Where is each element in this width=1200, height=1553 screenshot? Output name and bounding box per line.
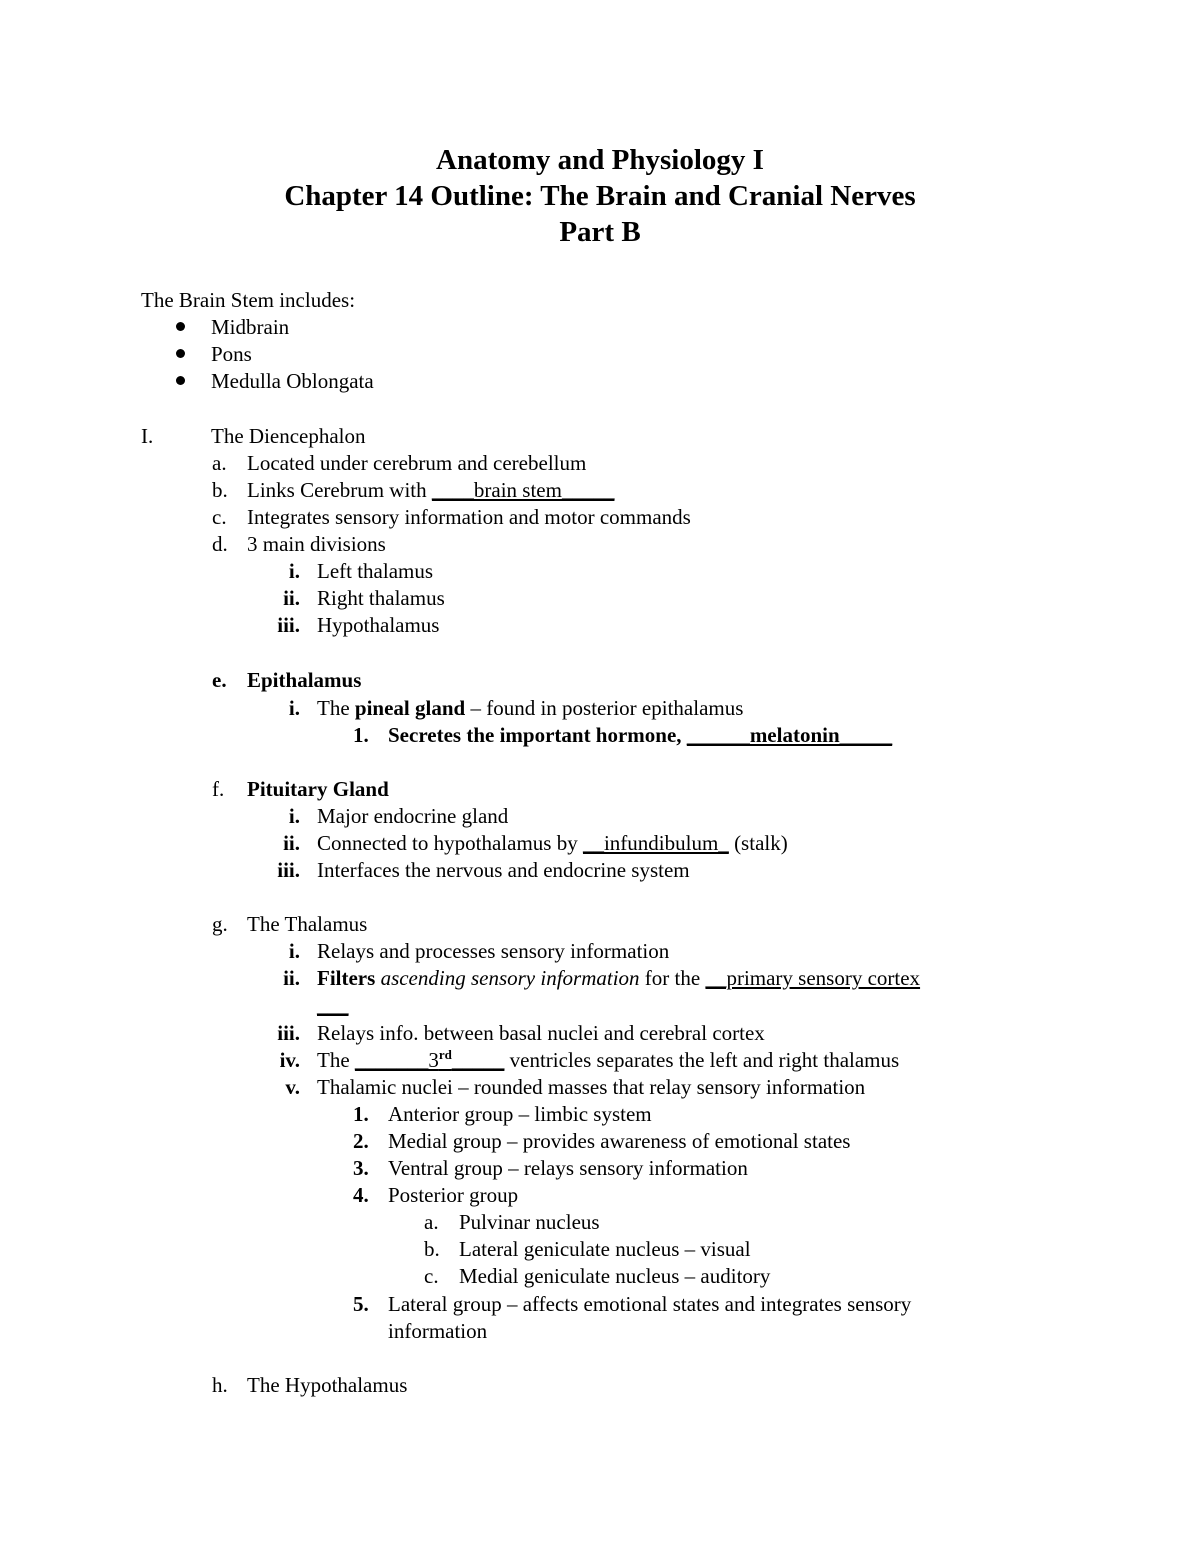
item-marker: c. [212,505,227,529]
third-ventricle-text [317,1047,899,1074]
section-numeral: I. [141,424,154,448]
bullet-icon [176,322,185,331]
subitem-text: Relays info. between basal nuclei and cerebral cortex [317,1021,765,1045]
answer-blank-continued: ___ [317,993,349,1017]
subitem-marker: iii. [277,613,300,637]
melatonin-text [388,722,892,749]
filters-term: Filters [317,966,376,990]
bullet-icon [176,376,185,385]
subitem-marker: 1. [353,723,369,747]
section-title: The Diencephalon [211,424,366,448]
item-marker: d. [212,532,228,556]
brainstem-item: Medulla Oblongata [211,369,374,393]
subitem-marker: i. [288,696,300,720]
subitem-text: Hypothalamus [317,613,440,637]
answer-blank: ____brain stem_____ [431,478,615,502]
nucleus-marker: 5. [353,1292,369,1316]
blank-part: _____ [451,1048,505,1072]
item-marker: b. [212,478,228,502]
nucleus-text-continued: information [388,1319,488,1343]
nucleus-marker: 4. [353,1183,369,1207]
text-mid: for the [639,966,706,990]
subitem-marker: ii. [283,831,300,855]
text-post: – found in posterior epithalamus [465,696,744,720]
brainstem-item: Pons [211,342,252,366]
item-marker: g. [212,912,228,936]
item-g-text: The Thalamus [247,912,368,936]
filters-text [317,965,920,992]
subitem-text: Relays and processes sensory information [317,939,670,963]
document-title: Anatomy and Physiology I [436,144,764,176]
text-post: ventricles separates the left and right thalamus [504,1048,900,1072]
item-c-text: Integrates sensory information and motor commands [247,505,691,529]
subitem-marker: i. [288,804,300,828]
subitem-marker: ii. [283,586,300,610]
nucleus-marker: 2. [353,1129,369,1153]
item-marker: e. [212,668,227,692]
brainstem-intro: The Brain Stem includes: [141,288,356,312]
subitem-marker: iv. [279,1048,300,1072]
posterior-marker: a. [424,1210,439,1234]
item-marker: a. [212,451,227,475]
answer-blank: __infundibulum_ [582,831,729,855]
subitem-text: Major endocrine gland [317,804,509,828]
ordinal-suffix: rd [438,1047,452,1062]
posterior-marker: b. [424,1237,440,1261]
bullet-icon [176,349,185,358]
subitem-marker: iii. [277,858,300,882]
subitem-marker: v. [285,1075,300,1099]
subitem-text: Left thalamus [317,559,434,583]
pineal-gland-text [317,695,743,722]
ascending-term: ascending sensory information [375,966,640,990]
item-f-text: Pituitary Gland [247,777,389,801]
subitem-marker: ii. [283,966,300,990]
posterior-marker: c. [424,1264,439,1288]
subitem-marker: i. [288,559,300,583]
nucleus-text: Medial group – provides awareness of emotional states [388,1129,851,1153]
text-post: (stalk) [728,831,788,855]
subitem-marker: iii. [277,1021,300,1045]
posterior-text: Pulvinar nucleus [459,1210,600,1234]
document-part: Part B [559,216,641,248]
item-b-prefix: Links Cerebrum with [247,478,432,502]
nucleus-text: Ventral group – relays sensory information [388,1156,748,1180]
nucleus-text: Posterior group [388,1183,519,1207]
subitem-text: Thalamic nuclei – rounded masses that relay sensory information [317,1075,866,1099]
item-e-text: Epithalamus [247,668,362,692]
item-marker: h. [212,1373,228,1397]
answer-blank [355,1048,505,1072]
answer-blank: ______melatonin_____ [686,723,893,747]
item-a-text: Located under cerebrum and cerebellum [247,451,587,475]
item-d-text: 3 main divisions [247,532,386,556]
item-b-text [247,477,614,504]
subitem-text: Interfaces the nervous and endocrine system [317,858,690,882]
brainstem-item: Midbrain [211,315,290,339]
pineal-gland-term: pineal gland [354,696,466,720]
nucleus-text: Anterior group – limbic system [388,1102,652,1126]
nucleus-text: Lateral group – affects emotional states and integrates sensory [388,1292,912,1316]
nucleus-marker: 1. [353,1102,369,1126]
text-pre: The [317,1048,355,1072]
item-marker: f. [212,777,225,801]
document-subtitle: Chapter 14 Outline: The Brain and Cranial Nerves [284,180,916,212]
posterior-text: Lateral geniculate nucleus – visual [459,1237,751,1261]
text-pre: The [317,696,355,720]
subitem-text: Right thalamus [317,586,445,610]
infundibulum-text [317,830,788,857]
item-h-text: The Hypothalamus [247,1373,408,1397]
nucleus-marker: 3. [353,1156,369,1180]
subitem-marker: i. [288,939,300,963]
blank-part: _______3 [354,1048,439,1072]
answer-blank: __primary sensory cortex [705,966,921,990]
text-pre: Secretes the important hormone, [388,723,687,747]
text-pre: Connected to hypothalamus by [317,831,583,855]
posterior-text: Medial geniculate nucleus – auditory [459,1264,771,1288]
